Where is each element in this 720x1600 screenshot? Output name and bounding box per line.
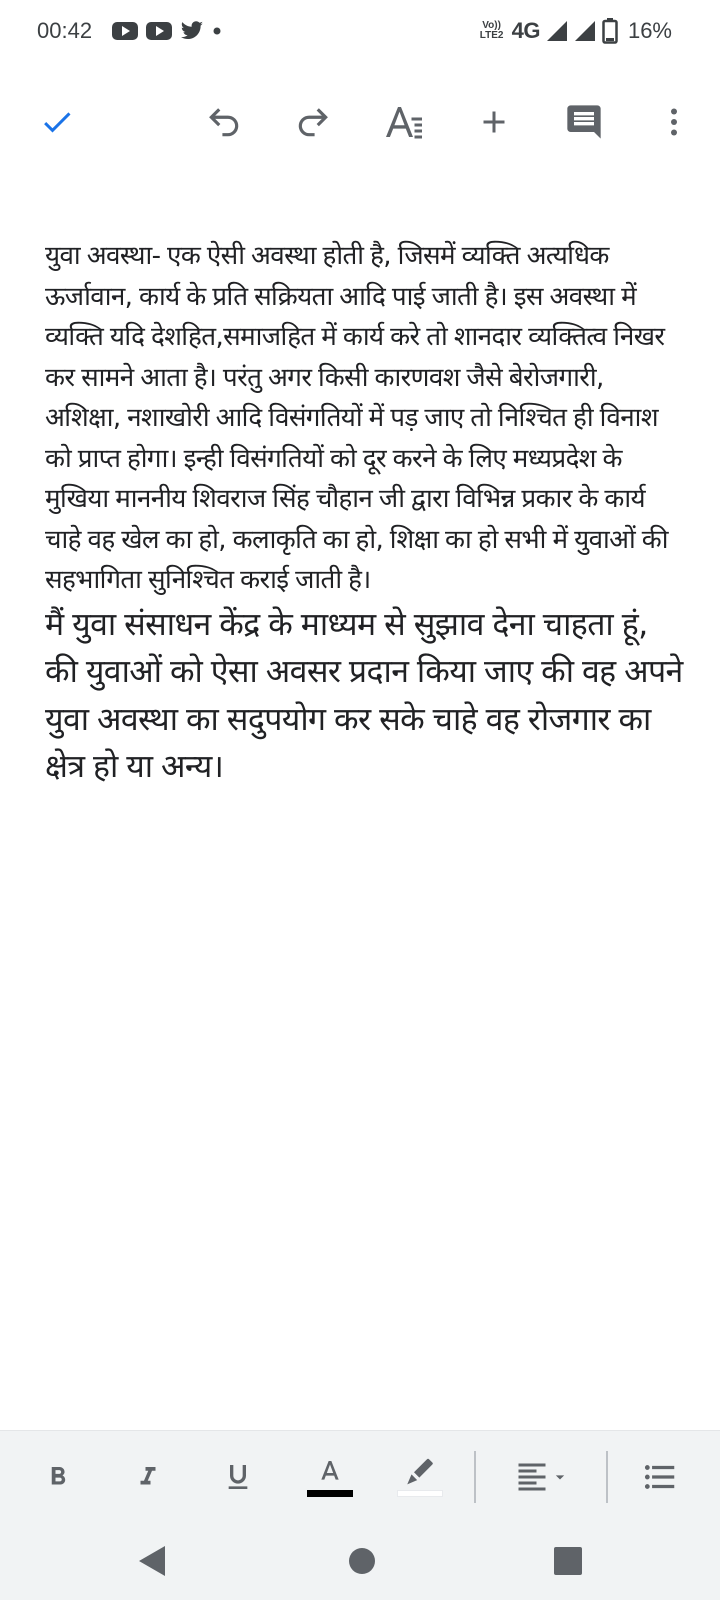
document-paragraph[interactable]: युवा अवस्था- एक ऐसी अवस्था होती है, जिसमें व्यक्ति अत्यधिक ऊर्जावान, कार्य के प्रति सक्रियता आदि पाई जाती है। इस अवस्था में व्यक्ति यदि देशहित,समाजहित में कार्य करे तो शानदार व्यक्तित्व निखर कर सामने आता है। परंतु अगर किसी कारणवश जैसे बेरोजगारी, अशिक्षा, नशाखोरी आदि विसंगतियों में पड़ जाए तो निश्चित ही विनाश को प्राप्त होगा। इन्ही विसंगतियों को दूर करने के लिए मध्यप्रदेश के मुखिया माननीय शिवराज सिंह चौहान जी द्वारा विभिन्न प्रकार के कार्य चाहे वह खेल का हो, कलाकृति का हो, शिक्षा का हो सभी में युवाओं की सहभागिता सुनिश्चित कराई जाती है।: [45, 241, 668, 595]
highlight-color-swatch: [397, 1490, 443, 1497]
align-left-icon: [514, 1459, 550, 1495]
comment-icon: [564, 102, 604, 142]
notification-icons: [112, 18, 222, 44]
status-bar: [0, 0, 720, 64]
bold-icon: [43, 1462, 73, 1492]
italic-button[interactable]: [126, 1431, 170, 1522]
bulleted-list-icon: [641, 1458, 679, 1496]
format-toolbar: [0, 1430, 720, 1521]
recents-icon: [553, 1546, 583, 1576]
italic-icon: [133, 1462, 163, 1492]
document-body[interactable]: [45, 236, 685, 791]
divider: [474, 1451, 476, 1503]
battery-icon: [602, 18, 618, 44]
twitter-icon: [180, 21, 204, 41]
recents-button[interactable]: [546, 1521, 590, 1600]
signal-icon: [574, 20, 596, 42]
alignment-button[interactable]: [508, 1431, 576, 1522]
check-icon: [39, 104, 75, 140]
text-color-swatch: [307, 1490, 353, 1497]
redo-button[interactable]: [283, 84, 343, 160]
system-nav-bar: [0, 1521, 720, 1600]
status-right: [478, 16, 672, 46]
done-button[interactable]: [27, 84, 87, 160]
text-color-button[interactable]: [306, 1431, 354, 1522]
comment-button[interactable]: [554, 84, 614, 160]
highlight-icon: [403, 1456, 437, 1490]
home-icon: [347, 1546, 377, 1576]
text-format-button[interactable]: [374, 84, 434, 160]
undo-icon: [205, 103, 243, 141]
highlight-button[interactable]: [396, 1431, 444, 1522]
battery-level: 16%: [627, 18, 672, 43]
more-options-button[interactable]: [644, 84, 704, 160]
insert-button[interactable]: [464, 84, 524, 160]
back-button[interactable]: [130, 1521, 174, 1600]
signal-icon: [546, 20, 568, 42]
insert-icon: [476, 104, 512, 140]
home-button[interactable]: [340, 1521, 384, 1600]
status-time: 00:42: [37, 18, 93, 43]
underline-button[interactable]: [216, 1431, 260, 1522]
dot-icon: [212, 21, 222, 41]
chevron-down-icon: [550, 1467, 570, 1487]
text-format-icon: [383, 101, 425, 143]
network-type: 4G: [511, 18, 540, 43]
bulleted-list-button[interactable]: [638, 1431, 682, 1522]
divider: [606, 1451, 608, 1503]
bold-button[interactable]: [36, 1431, 80, 1522]
youtube-icon: [112, 21, 138, 41]
underline-icon: [222, 1461, 254, 1493]
volte-label: Vo)) LTE2: [479, 20, 504, 41]
editor-toolbar: [0, 84, 720, 160]
text-color-icon: [314, 1457, 346, 1489]
redo-icon: [294, 103, 332, 141]
youtube-icon: [146, 21, 172, 41]
back-icon: [137, 1544, 167, 1578]
document-paragraph[interactable]: मैं युवा संसाधन केंद्र के माध्यम से सुझाव देना चाहता हूं, की युवाओं को ऐसा अवसर प्रदान किया जाए की वह अपने युवा अवस्था का सदुपयोग कर सके चाहे वह रोजगार का क्षेत्र हो या अन्य।: [45, 604, 683, 785]
more-vert-icon: [656, 104, 692, 140]
undo-button[interactable]: [194, 84, 254, 160]
